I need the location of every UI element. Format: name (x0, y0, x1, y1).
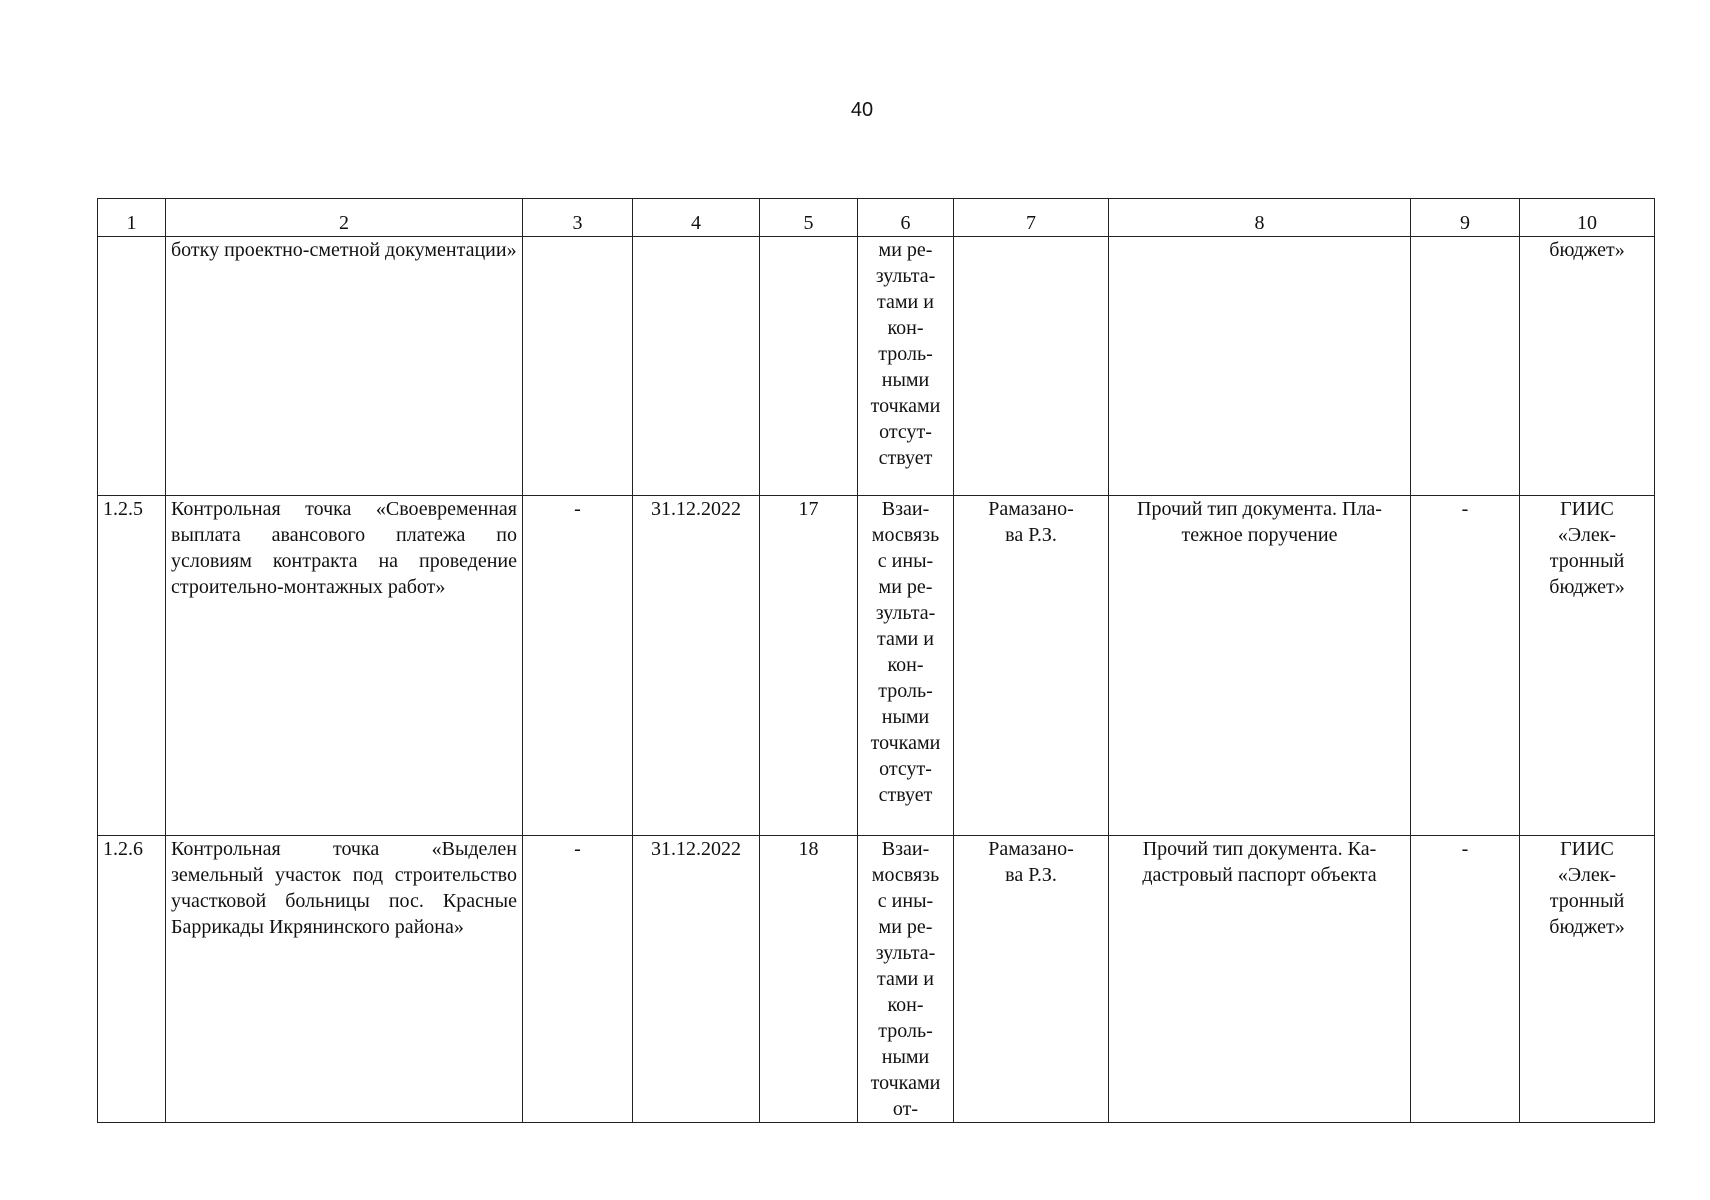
row-col3: - (574, 838, 581, 860)
row-document-cell (1109, 237, 1411, 496)
header-cell-10: 10 (1520, 199, 1655, 237)
row-col9: - (1461, 498, 1469, 520)
header-cell-4: 4 (633, 199, 760, 237)
row-date: 31.12.2022 (651, 498, 741, 520)
table-row (98, 836, 1655, 1123)
row-title: ботку проектно-сметной документации» (171, 239, 517, 261)
row-relation: ми ре- зульта- тами и кон- троль- ными точками отсут- ствует (870, 239, 941, 469)
header-cell-9: 9 (1411, 199, 1520, 237)
row-relation: Взаи- мосвязь с ины- ми ре- зульта- тами и кон- троль- ными точками отсут- ствует (870, 498, 941, 806)
header-cell-2: 2 (166, 199, 523, 237)
row-title: Контрольная точка «Своевременная выплата авансового платежа по условиям контракта на проведение строительно-монтажных работ» (171, 498, 517, 598)
row-responsible: Рамазано- ва Р.З. (988, 838, 1074, 886)
row-col5-cell (760, 836, 858, 1123)
row-number: 1.2.6 (103, 838, 143, 860)
row-date-cell (633, 496, 760, 836)
row-number-cell (98, 836, 166, 1123)
row-document-cell (1109, 836, 1411, 1123)
header-cell-7: 7 (954, 199, 1109, 237)
table-row (98, 237, 1655, 496)
row-responsible-cell (954, 496, 1109, 836)
row-system: ГИИС «Элек- тронный бюджет» (1549, 838, 1625, 938)
row-col3-cell (523, 496, 633, 836)
table-header-row (98, 199, 1655, 237)
row-relation-cell (858, 496, 954, 836)
row-col5-cell (760, 237, 858, 496)
row-number-cell (98, 496, 166, 836)
row-date-cell (633, 237, 760, 496)
row-col9-cell (1411, 836, 1520, 1123)
row-title: Контрольная точка «Выделен земельный участок под строительство участковой больницы пос. Красные Баррикады Икрянинского района» (171, 838, 517, 938)
row-relation: Взаи- мосвязь с ины- ми ре- зульта- тами и кон- троль- ными точками от- (870, 838, 941, 1120)
row-document: Прочий тип документа. Пла- тежное поручение (1137, 498, 1382, 546)
row-system: ГИИС «Элек- тронный бюджет» (1549, 498, 1625, 598)
header-cell-1: 1 (98, 199, 166, 237)
header-cell-5: 5 (760, 199, 858, 237)
row-col3-cell (523, 237, 633, 496)
row-col9-cell (1411, 237, 1520, 496)
row-title-cell (166, 496, 523, 836)
header-cell-8: 8 (1109, 199, 1411, 237)
row-responsible-cell (954, 237, 1109, 496)
table-row (98, 496, 1655, 836)
row-system: бюджет» (1549, 239, 1625, 261)
row-col3: - (574, 498, 581, 520)
row-number: 1.2.5 (103, 498, 143, 520)
row-relation-cell (858, 836, 954, 1123)
row-relation-cell (858, 237, 954, 496)
row-col3-cell (523, 836, 633, 1123)
row-col9-cell (1411, 496, 1520, 836)
row-responsible-cell (954, 836, 1109, 1123)
row-number-cell (98, 237, 166, 496)
row-document-cell (1109, 496, 1411, 836)
row-system-cell (1520, 836, 1655, 1123)
row-col5-cell (760, 496, 858, 836)
header-cell-3: 3 (523, 199, 633, 237)
row-col9: - (1461, 838, 1469, 860)
row-col5: 17 (798, 498, 819, 520)
row-document: Прочий тип документа. Ка- дастровый паспорт объекта (1142, 838, 1377, 886)
row-date: 31.12.2022 (651, 838, 741, 860)
row-col5: 18 (798, 838, 819, 860)
row-title-cell (166, 237, 523, 496)
row-title-cell (166, 836, 523, 1123)
row-responsible: Рамазано- ва Р.З. (988, 498, 1074, 546)
plan-table (97, 198, 1655, 1123)
row-system-cell (1520, 237, 1655, 496)
header-cell-6: 6 (858, 199, 954, 237)
row-date-cell (633, 836, 760, 1123)
page-number: 40 (850, 99, 874, 121)
row-system-cell (1520, 496, 1655, 836)
